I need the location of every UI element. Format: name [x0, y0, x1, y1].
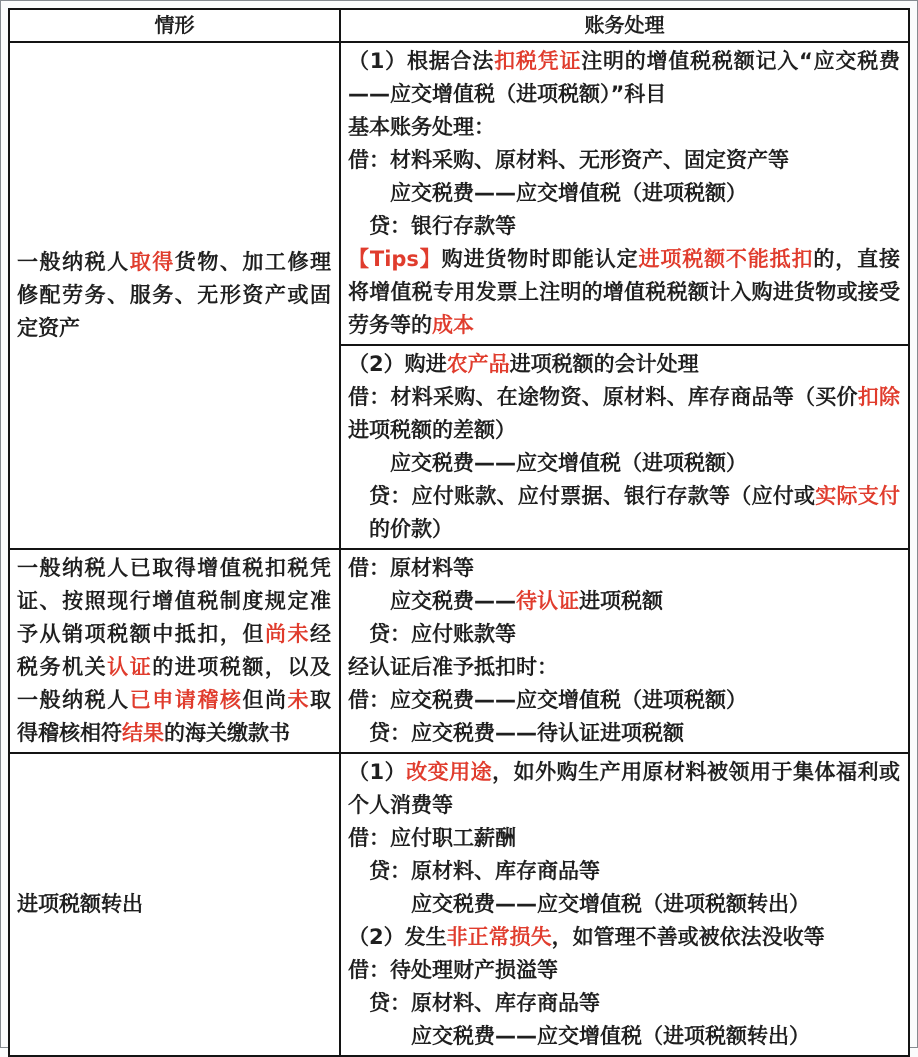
- highlight-run: 扣税凭证: [494, 49, 582, 73]
- situation-cell-input-tax-transfer-out: [10, 752, 339, 1055]
- text-run: 取得稽核相符: [17, 688, 332, 745]
- text-line: [348, 210, 900, 243]
- text-run: 基本账务处理：: [348, 115, 495, 139]
- text-run: 贷：原材料、库存商品等: [369, 859, 600, 883]
- text-run: 一般纳税人已取得增值税扣税凭证、按照现行增值税制度规定准予从销项税额中抵扣，但: [17, 556, 331, 646]
- text-line: [348, 348, 900, 381]
- treatment-cell-general-taxpayer-acquire-2: [339, 344, 908, 548]
- highlight-run: 结果: [122, 721, 164, 745]
- highlight-run: 未: [287, 688, 311, 712]
- text-line: [348, 585, 900, 618]
- text-run: 但尚: [242, 688, 288, 712]
- highlight-run: 改变用途: [406, 760, 493, 784]
- text-line: [348, 552, 900, 585]
- text-line: [348, 954, 900, 987]
- highlight-run: 实际支付: [815, 484, 900, 508]
- text-run: 注明的增值税税额记入“应交税费——应交增值税（进项税额）”科目: [348, 49, 900, 106]
- highlight-run: 已申请稽核: [129, 688, 243, 712]
- text-run: 应交税费——应交增值税（进项税额转出）: [411, 1024, 810, 1048]
- text-line: [348, 987, 900, 1020]
- highlight-run: 【Tips】: [348, 247, 442, 271]
- text-run: 的，直接将增值税专用发票上注明的增值税税额计入购进货物或接受劳务等的: [348, 247, 901, 337]
- text-run: 借：材料采购、原材料、无形资产、固定资产等: [348, 148, 789, 172]
- text-line: [17, 888, 331, 921]
- text-line: [348, 618, 900, 651]
- text-run: 应交税费——应交增值税（进项税额转出）: [411, 892, 810, 916]
- treatment-cell-uncertified-input-tax-1: [339, 548, 908, 752]
- header-situation: 情形: [154, 13, 195, 37]
- text-line: [348, 855, 900, 888]
- treatment-cell-input-tax-transfer-out-1: [339, 752, 908, 1055]
- text-run: 贷：应付账款、应付票据、银行存款等（应付或: [369, 484, 816, 508]
- text-run: 借：原材料等: [348, 556, 474, 580]
- text-run: 经税务机关: [17, 622, 332, 679]
- text-run: ，如管理不善或被依法没收等: [551, 925, 825, 949]
- highlight-run: 认证: [107, 655, 153, 679]
- text-line: [348, 822, 900, 855]
- text-line: [348, 447, 900, 480]
- text-run: 贷：银行存款等: [369, 214, 516, 238]
- text-run: 应交税费——应交增值税（进项税额）: [390, 181, 747, 205]
- text-line: [348, 45, 900, 111]
- highlight-run: 扣除: [857, 385, 901, 409]
- text-run: 进项税额转出: [17, 892, 143, 916]
- text-line: [348, 684, 900, 717]
- text-run: 借：应付职工薪酬: [348, 826, 516, 850]
- accounting-table: [8, 8, 910, 1057]
- text-run: 贷：应付账款等: [369, 622, 516, 646]
- text-run: 的进项税额，以及一般纳税人: [17, 655, 332, 712]
- text-run: 应交税费——: [390, 589, 516, 613]
- situation-text: [17, 552, 331, 750]
- text-run: （1）根据合法: [348, 49, 495, 73]
- text-run: （2）购进: [348, 352, 447, 376]
- text-run: 借：材料采购、在途物资、原材料、库存商品等（买价: [348, 385, 858, 409]
- treatment-cell-general-taxpayer-acquire-1: [339, 41, 908, 344]
- text-line: [348, 144, 900, 177]
- text-line: [348, 111, 900, 144]
- text-line: [348, 243, 900, 342]
- text-run: ，如外购生产用原材料被领用于集体福利或个人消费等: [348, 760, 901, 817]
- highlight-run: 待认证: [516, 589, 579, 613]
- text-line: [348, 1020, 900, 1053]
- text-run: 的海关缴款书: [164, 721, 290, 745]
- highlight-run: 取得: [129, 250, 175, 274]
- text-run: 进项税额的差额）: [348, 418, 516, 442]
- text-run: （1）: [348, 760, 407, 784]
- text-run: 购进货物时即能认定: [441, 247, 639, 271]
- text-line: [348, 651, 900, 684]
- highlight-run: 非正常损失: [446, 925, 552, 949]
- text-run: 经认证后准予抵扣时：: [348, 655, 558, 679]
- text-line: [348, 756, 900, 822]
- text-run: 借：应交税费——应交增值税（进项税额）: [348, 688, 747, 712]
- text-run: （2）发生: [348, 925, 447, 949]
- text-run: 进项税额: [579, 589, 663, 613]
- text-line: [348, 177, 900, 210]
- text-run: 借：待处理财产损溢等: [348, 958, 558, 982]
- text-run: 进项税额的会计处理: [509, 352, 699, 376]
- highlight-run: 农产品: [446, 352, 510, 376]
- highlight-run: 尚未: [264, 622, 311, 646]
- situation-cell-general-taxpayer-acquire: [10, 41, 339, 548]
- text-line: [348, 717, 900, 750]
- situation-cell-uncertified-input-tax: [10, 548, 339, 752]
- text-line: [348, 921, 900, 954]
- situation-text: [17, 888, 331, 921]
- text-run: 的价款）: [369, 517, 453, 541]
- text-run: 货物、加工修理修配劳务、服务、无形资产或固定资产: [17, 250, 332, 340]
- text-line: [348, 381, 900, 447]
- text-run: 贷：应交税费——待认证进项税额: [369, 721, 684, 745]
- text-line: [348, 480, 900, 546]
- text-run: 一般纳税人: [17, 250, 130, 274]
- text-line: [348, 888, 900, 921]
- text-line: [17, 246, 331, 345]
- highlight-run: 进项税额不能抵扣: [638, 247, 814, 271]
- header-treatment: 账务处理: [339, 10, 908, 41]
- text-run: 应交税费——应交增值税（进项税额）: [390, 451, 747, 475]
- highlight-run: 成本: [432, 313, 474, 337]
- text-run: 贷：原材料、库存商品等: [369, 991, 600, 1015]
- text-line: [17, 552, 331, 750]
- situation-text: [17, 246, 331, 345]
